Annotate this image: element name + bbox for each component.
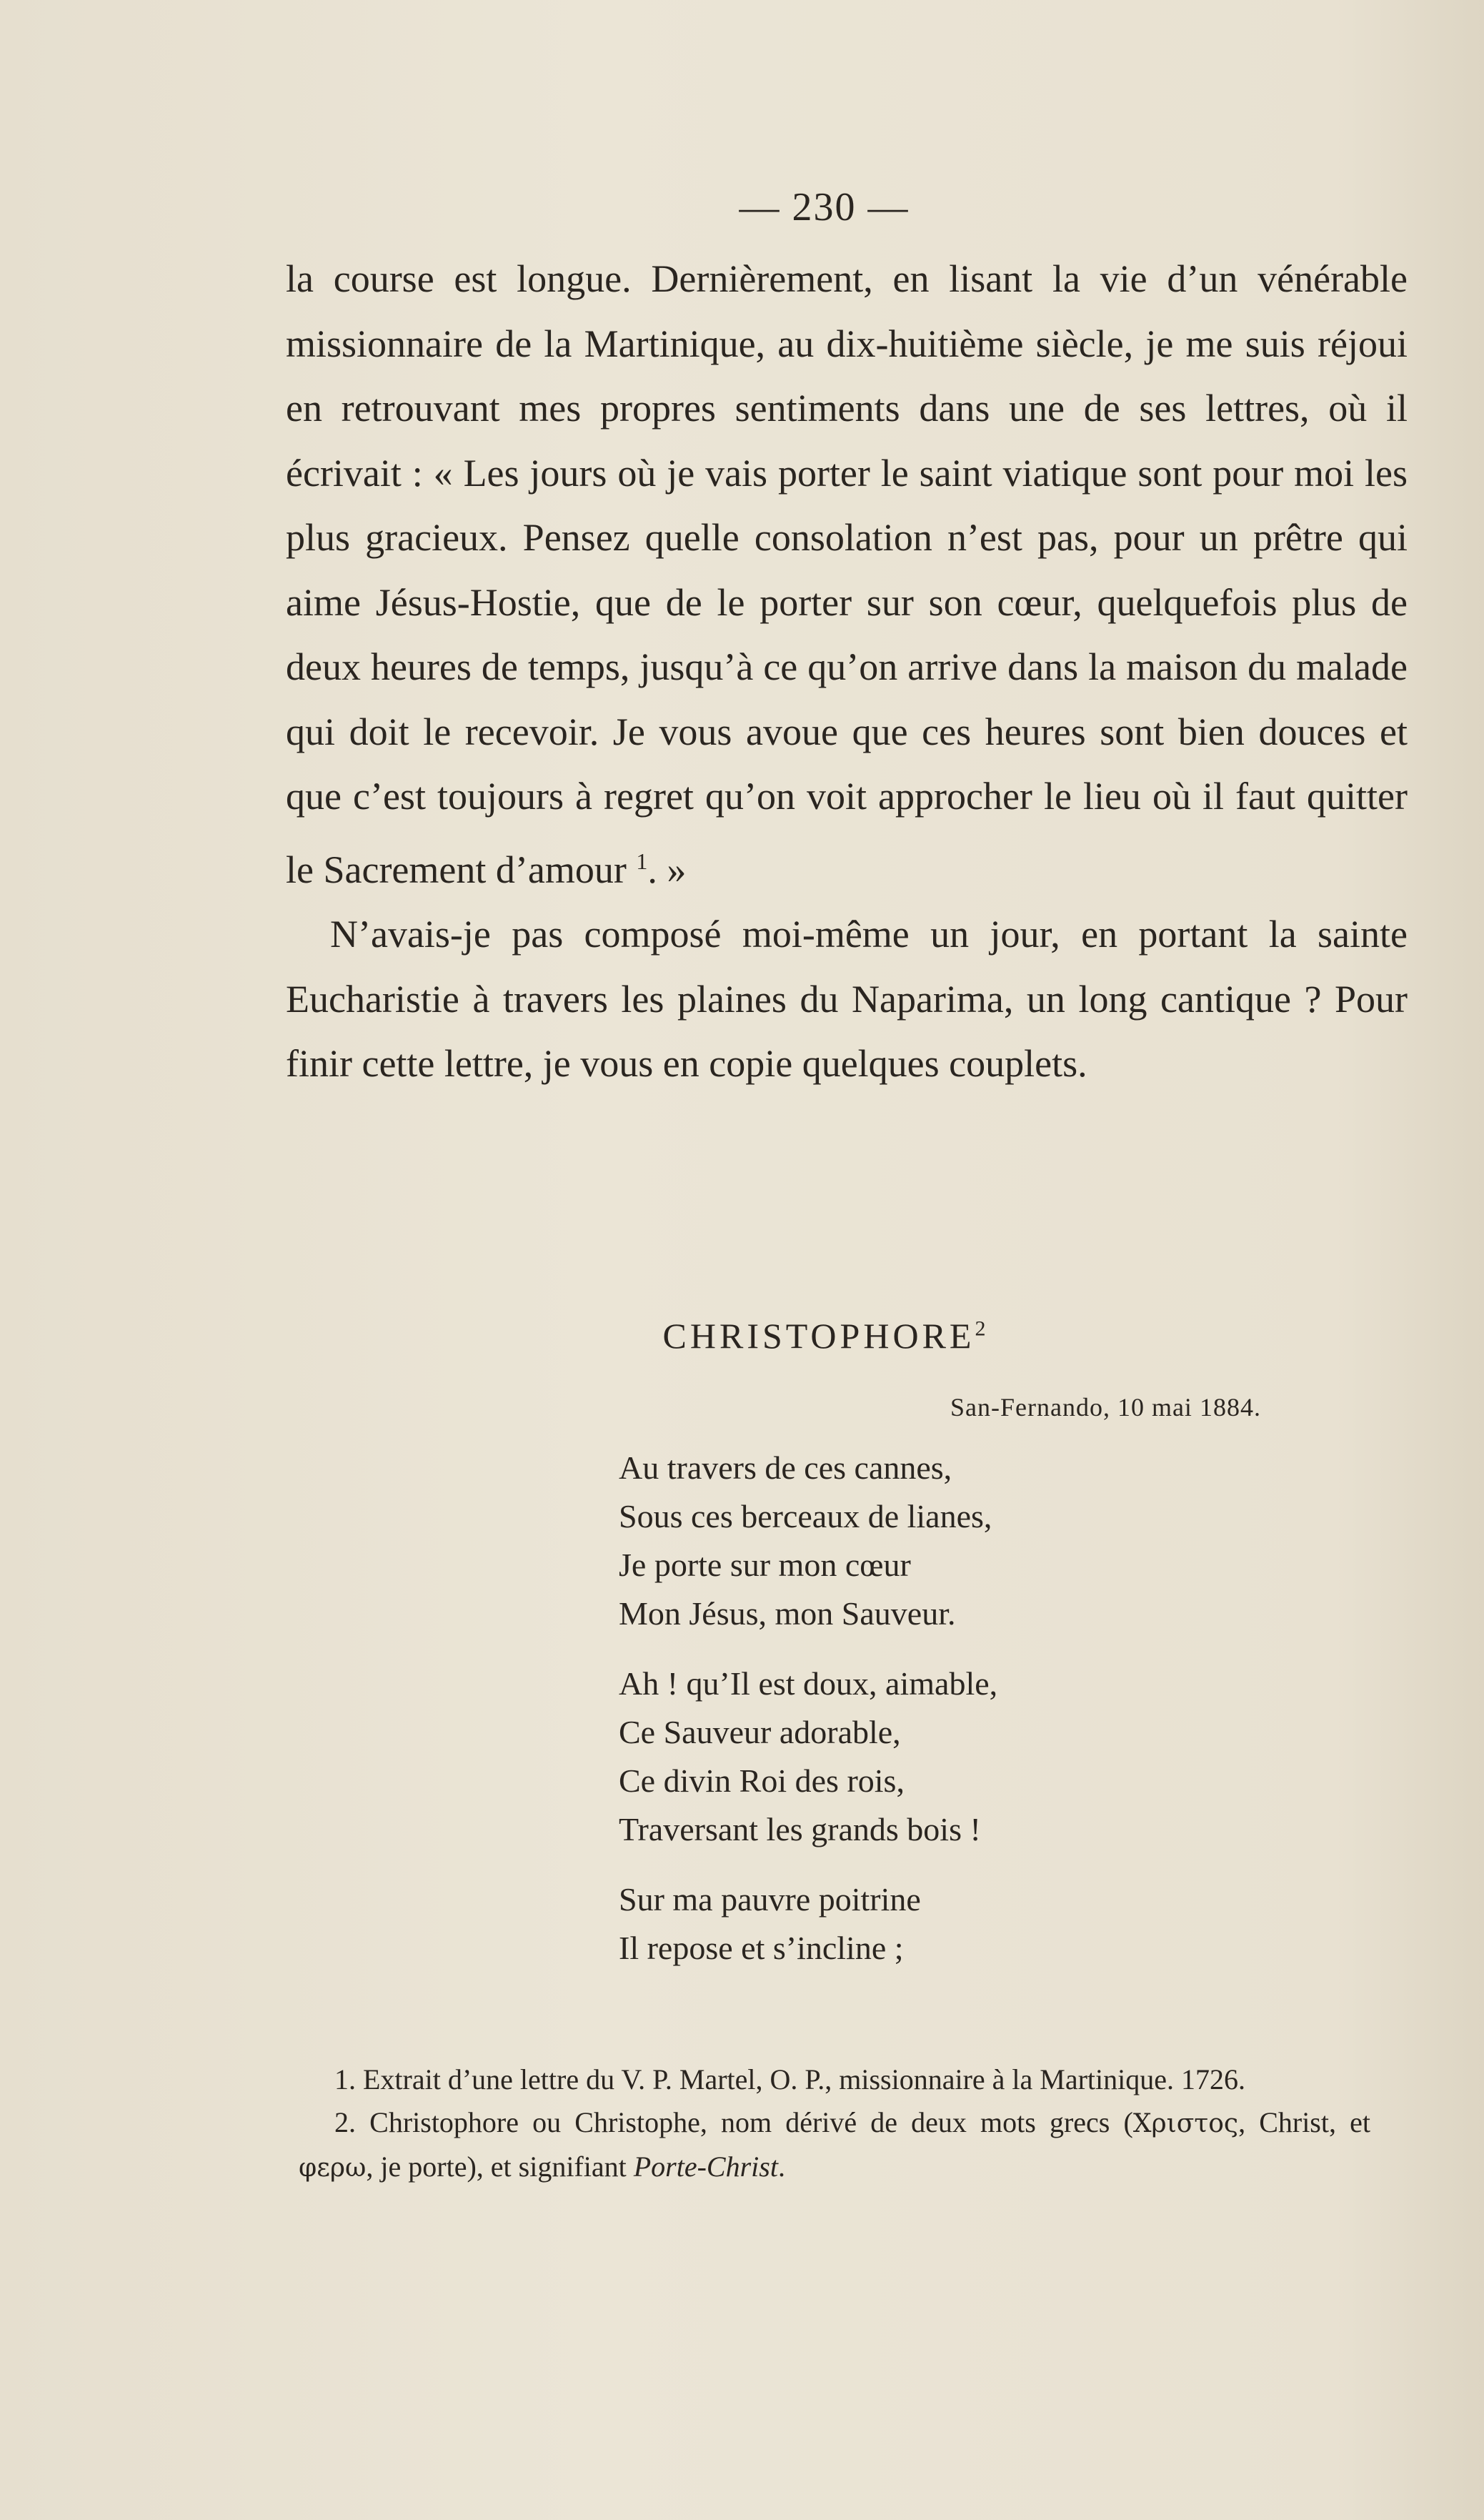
footnote-2-greek-1: Χριστος (1132, 2109, 1239, 2138)
stanza-3 (619, 1875, 997, 1973)
footnotes (299, 2058, 1370, 2190)
paragraph-1-close: . » (647, 848, 687, 891)
paragraph-2: N’avais-je pas composé moi-même un jour, en portant la sainte Eucharistie à travers les plaines du Naparima, un long cantique ? Pour finir cette lettre, je vous en copie quelques couplets. (286, 913, 1408, 1085)
verse: Sous ces berceaux de lianes, (619, 1498, 992, 1534)
poem-title (0, 1315, 1484, 1356)
footnote-ref-1: 1 (636, 848, 648, 874)
verse: Mon Jésus, mon Sauveur. (619, 1595, 956, 1632)
paragraph-1 (286, 247, 1408, 902)
paragraph-1-text: la course est longue. Dernièrement, en lisant la vie d’un vénérable missionnaire de la Martinique, au dix-huitième siècle, je me suis réjoui en retrouvant mes propres sentiments dans une de ses lettres, où il écrivait : « Les jours où je vais porter le saint viatique sont pour moi les plus gracieux. Pensez quelle consolation n’est pas, pour un prêtre qui aime Jésus-Hostie, que de le porter sur son cœur, quelquefois plus de deux heures de temps, jusqu’à ce qu’on arrive dans la maison du malade qui doit le recevoir. Je vous avoue que ces heures sont bien douces et que c’est toujours à regret qu’on voit approcher le lieu où il faut quitter le Sacrement d’amour (286, 257, 1408, 891)
verse: Au travers de ces cannes, (619, 1449, 952, 1486)
footnote-2 (299, 2101, 1370, 2190)
poem-date: San-Fernando, 10 mai 1884. (950, 1393, 1261, 1422)
footnote-2-mid: , Christ, et (1238, 2106, 1370, 2138)
verse: Sur ma pauvre poitrine (619, 1881, 921, 1918)
page-number: — 230 — (739, 185, 910, 229)
stanza-1 (619, 1444, 997, 1638)
footnote-1: 1. Extrait d’une lettre du V. P. Martel, O. P., missionnaire à la Martinique. 1726. (334, 2063, 1245, 2095)
verse: Je porte sur mon cœur (619, 1547, 911, 1583)
poem (619, 1444, 997, 1994)
verse: Ce divin Roi des rois, (619, 1762, 905, 1799)
footnote-2-mid-2: , je porte), et signifiant (366, 2151, 634, 2183)
verse: Ah ! qu’Il est doux, aimable, (619, 1665, 998, 1702)
poem-title-text: CHRISTOPHORE (662, 1316, 975, 1356)
footnote-2-greek-2: φερω (299, 2153, 367, 2183)
stanza-2 (619, 1660, 997, 1854)
footnote-2-italic: Porte-Christ (633, 2151, 778, 2183)
footnote-2-end: . (777, 2151, 785, 2183)
body-text (286, 247, 1408, 1096)
verse: Ce Sauveur adorable, (619, 1714, 901, 1750)
verse: Il repose et s’incline ; (619, 1930, 904, 1966)
footnote-2-start: 2. Christophore ou Christophe, nom dérivé de deux mots grecs ( (334, 2106, 1133, 2138)
verse: Traversant les grands bois ! (619, 1811, 981, 1847)
footnote-ref-2: 2 (975, 1316, 986, 1341)
